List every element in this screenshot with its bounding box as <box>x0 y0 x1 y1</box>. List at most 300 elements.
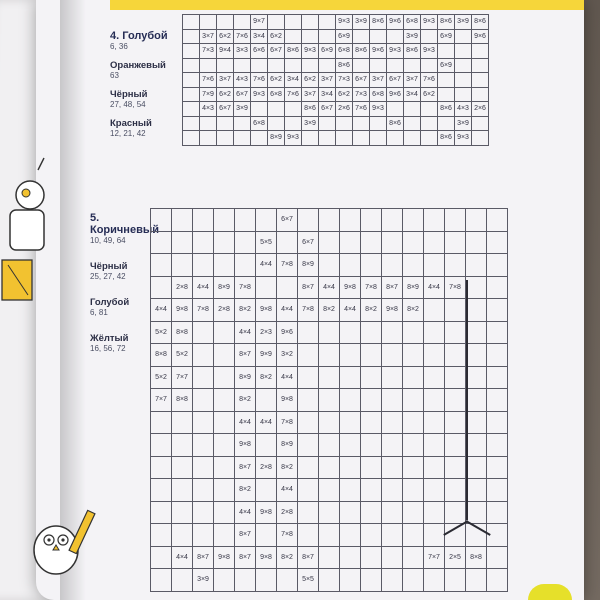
section4-grid-cell <box>284 14 302 30</box>
section5-grid-cell <box>297 208 319 232</box>
section5-grid-cell <box>276 568 298 592</box>
section5-grid-cell <box>213 523 235 547</box>
section4-grid-cell: 2×6 <box>335 101 353 117</box>
section5-grid-cell <box>192 321 214 345</box>
section5-grid-cell <box>171 456 193 480</box>
section4-color-4-name: Красный <box>110 118 152 129</box>
section4-grid-cell <box>352 29 370 45</box>
section4-grid-cell <box>233 130 251 146</box>
section4-grid-cell: 6×2 <box>216 29 234 45</box>
section4-grid-cell <box>318 58 336 74</box>
section5-grid-cell <box>192 208 214 232</box>
section4-grid-cell <box>250 130 268 146</box>
section4-grid-cell <box>420 116 438 132</box>
section4-grid-cell: 6×2 <box>267 72 285 88</box>
section4-grid-cell <box>471 43 489 59</box>
section5-color-1-name: Коричневый <box>90 224 159 236</box>
section4-grid-cell: 6×9 <box>318 43 336 59</box>
section5-grid-cell <box>171 478 193 502</box>
section5-grid-cell: 9×8 <box>339 276 361 300</box>
section4-grid-cell: 9×3 <box>454 130 472 146</box>
section5-grid-cell <box>444 411 466 435</box>
section5-grid-cell <box>255 388 277 412</box>
section4-grid-cell: 3×7 <box>403 72 421 88</box>
section4-grid-cell: 7×6 <box>250 72 268 88</box>
section5-grid-cell: 8×7 <box>234 523 256 547</box>
section5-grid-cell: 4×4 <box>234 321 256 345</box>
section5-grid-cell: 8×7 <box>234 456 256 480</box>
section5-grid-cell: 2×5 <box>444 546 466 570</box>
section5-grid-cell <box>318 523 340 547</box>
section4-grid-cell <box>182 58 200 74</box>
section5-grid-cell: 4×4 <box>255 411 277 435</box>
section4-grid-cell: 8×6 <box>284 43 302 59</box>
section4-grid-cell: 7×6 <box>199 72 217 88</box>
section5-grid-cell <box>423 478 445 502</box>
section4-color-4-nums: 12, 21, 42 <box>110 129 146 138</box>
section5-grid-cell <box>423 456 445 480</box>
section5-grid-cell <box>486 343 508 367</box>
section4-grid-cell: 6×7 <box>318 101 336 117</box>
section5-grid-cell <box>339 546 361 570</box>
section5-grid-cell <box>318 411 340 435</box>
section4-grid-cell: 3×7 <box>301 87 319 103</box>
section5-grid-cell: 2×8 <box>213 298 235 322</box>
section5-grid-cell <box>318 568 340 592</box>
section5-grid-cell <box>360 343 382 367</box>
section5-grid-cell <box>381 501 403 525</box>
section5-grid-cell <box>150 568 172 592</box>
section5-grid-cell: 4×4 <box>192 276 214 300</box>
section4-grid-cell: 3×4 <box>250 29 268 45</box>
section5-color-2-name: Чёрный <box>90 261 128 272</box>
section5-grid-cell <box>213 411 235 435</box>
section4-grid-cell: 2×6 <box>471 101 489 117</box>
section5-grid-cell <box>297 456 319 480</box>
section4-grid-cell <box>233 58 251 74</box>
section5-grid-cell <box>339 253 361 277</box>
section4-grid-cell: 9×3 <box>369 101 387 117</box>
section5-grid-cell <box>150 276 172 300</box>
section5-grid-cell <box>486 231 508 255</box>
section5-grid-cell <box>234 231 256 255</box>
section4-grid-cell: 8×6 <box>437 130 455 146</box>
section5-grid-cell: 4×4 <box>423 276 445 300</box>
section5-grid-cell: 7×7 <box>171 366 193 390</box>
section4-grid-cell <box>318 29 336 45</box>
section4-grid-cell <box>182 130 200 146</box>
section5-grid-cell <box>381 456 403 480</box>
section4-grid-cell <box>199 58 217 74</box>
section5-grid-cell: 8×8 <box>150 343 172 367</box>
section5-grid-cell: 8×2 <box>234 478 256 502</box>
section5-grid-cell <box>402 568 424 592</box>
section4-grid-cell <box>318 14 336 30</box>
section4-grid-cell: 4×3 <box>233 72 251 88</box>
section5-color-3-nums: 6, 81 <box>90 308 108 317</box>
section5-grid-cell <box>360 388 382 412</box>
section5-grid-cell <box>171 231 193 255</box>
section5-grid-cell <box>423 433 445 457</box>
section4-number: 4. <box>110 30 120 42</box>
section4-grid-cell <box>182 87 200 103</box>
section5-grid-cell: 4×4 <box>276 298 298 322</box>
section4-grid-cell: 3×4 <box>403 87 421 103</box>
section5-grid-cell <box>423 568 445 592</box>
section5-grid-cell <box>192 388 214 412</box>
section4-grid-cell: 6×2 <box>420 87 438 103</box>
section4-grid-cell: 9×4 <box>216 43 234 59</box>
section4-grid-cell <box>437 116 455 132</box>
section5-grid-cell <box>360 208 382 232</box>
section5-grid-cell <box>339 501 361 525</box>
section5-grid-cell <box>444 478 466 502</box>
section5-grid-cell: 6×7 <box>276 208 298 232</box>
section4-grid-cell <box>369 116 387 132</box>
section5-grid-cell <box>318 546 340 570</box>
section5-grid-cell <box>444 321 466 345</box>
yellow-top-bar <box>110 0 584 10</box>
section5-grid-cell <box>402 456 424 480</box>
section4-grid-cell <box>352 130 370 146</box>
section5-grid-cell <box>465 208 487 232</box>
section5-grid-cell <box>339 321 361 345</box>
section5-grid-cell <box>465 276 487 300</box>
section5-grid-cell: 8×2 <box>276 546 298 570</box>
section4-grid-cell <box>369 130 387 146</box>
section5-grid-cell <box>255 478 277 502</box>
section5-grid-cell <box>486 208 508 232</box>
section5-grid-cell <box>150 546 172 570</box>
section4-grid-cell: 3×9 <box>352 14 370 30</box>
section4-grid-cell <box>420 130 438 146</box>
section5-grid-cell <box>192 411 214 435</box>
section4-grid-cell <box>403 58 421 74</box>
section5-grid-cell <box>171 208 193 232</box>
section5-grid-cell: 7×8 <box>234 276 256 300</box>
section5-grid-cell: 4×4 <box>339 298 361 322</box>
section4-grid-cell: 6×7 <box>386 72 404 88</box>
section5-color-4-nums: 16, 56, 72 <box>90 344 126 353</box>
section5-grid-cell <box>192 253 214 277</box>
section5-grid-cell: 8×7 <box>381 276 403 300</box>
section5-grid-cell <box>486 478 508 502</box>
section5-grid-cell <box>402 208 424 232</box>
section4-grid-cell: 3×7 <box>199 29 217 45</box>
robot-illustration <box>0 150 70 310</box>
section5-grid-cell <box>339 231 361 255</box>
section4-grid-cell <box>454 72 472 88</box>
section5-grid-cell: 8×9 <box>297 253 319 277</box>
section5-grid-cell: 8×7 <box>297 546 319 570</box>
section4-grid-cell: 9×7 <box>250 14 268 30</box>
section4-grid-cell: 6×7 <box>216 101 234 117</box>
section5-grid-cell <box>381 343 403 367</box>
section5-grid-cell <box>444 253 466 277</box>
section5-grid-cell <box>444 501 466 525</box>
section4-grid-cell <box>352 116 370 132</box>
section5-grid-cell: 7×7 <box>423 546 445 570</box>
section5-grid-cell <box>444 366 466 390</box>
section5-grid-cell <box>339 568 361 592</box>
section4-grid-cell <box>267 58 285 74</box>
section4-grid-cell <box>182 14 200 30</box>
section5-grid-cell <box>402 546 424 570</box>
section5-grid-cell <box>318 501 340 525</box>
section5-color-1-nums: 10, 49, 64 <box>90 236 126 245</box>
section4-grid-cell <box>335 130 353 146</box>
section4-grid-cell <box>369 29 387 45</box>
section5-grid-cell <box>318 433 340 457</box>
section5-grid-cell <box>192 231 214 255</box>
section4-grid-cell: 8×6 <box>335 58 353 74</box>
section5-grid-cell <box>402 478 424 502</box>
section5-grid-cell <box>402 343 424 367</box>
section5-grid-cell <box>213 366 235 390</box>
section5-color-2-nums: 25, 27, 42 <box>90 272 126 281</box>
section4-grid-cell: 8×6 <box>352 43 370 59</box>
section5-grid-cell <box>255 568 277 592</box>
section5-grid-cell <box>150 523 172 547</box>
section5-grid-cell <box>360 321 382 345</box>
section4-grid-cell: 9×3 <box>250 87 268 103</box>
section4-grid-cell: 9×6 <box>471 29 489 45</box>
section4-grid-cell: 7×3 <box>335 72 353 88</box>
section5-grid-cell <box>402 523 424 547</box>
section5-grid-cell <box>402 253 424 277</box>
section5-grid-cell <box>381 411 403 435</box>
section5-grid-cell <box>423 208 445 232</box>
section4-grid-cell: 6×9 <box>437 58 455 74</box>
section4-grid-cell: 7×3 <box>199 43 217 59</box>
section5-grid-cell <box>171 253 193 277</box>
section4-grid-cell: 8×6 <box>437 14 455 30</box>
section4-grid-cell: 3×9 <box>233 101 251 117</box>
section5-grid-cell <box>402 411 424 435</box>
section5-grid-cell <box>297 388 319 412</box>
section4-color-3-name: Чёрный <box>110 89 148 100</box>
section5-grid-cell <box>486 433 508 457</box>
section5-grid-cell: 8×7 <box>234 343 256 367</box>
section5-grid-cell <box>339 388 361 412</box>
section5-grid-cell <box>381 546 403 570</box>
section5-grid-cell <box>171 501 193 525</box>
section5-grid-cell: 4×4 <box>234 501 256 525</box>
section4-grid-cell <box>250 58 268 74</box>
section4-grid-cell <box>182 29 200 45</box>
section5-grid-cell <box>192 366 214 390</box>
section5-grid-cell <box>423 411 445 435</box>
section4-grid-cell: 6×8 <box>267 87 285 103</box>
section5-grid-cell <box>297 343 319 367</box>
section5-grid-cell <box>171 568 193 592</box>
section5-grid-cell: 8×9 <box>213 276 235 300</box>
section5-grid-cell <box>318 366 340 390</box>
section5-grid-cell <box>150 478 172 502</box>
section5-grid-cell <box>465 231 487 255</box>
section4-grid-cell: 3×7 <box>318 72 336 88</box>
section4-grid-cell <box>437 43 455 59</box>
section5-grid-cell <box>360 523 382 547</box>
section5-grid-cell: 5×2 <box>150 321 172 345</box>
section5-grid-cell: 8×9 <box>234 366 256 390</box>
section5-grid-cell <box>423 343 445 367</box>
section4-grid-cell <box>199 14 217 30</box>
section4-grid-cell <box>420 29 438 45</box>
section5-grid-cell <box>444 568 466 592</box>
section5-grid-cell <box>465 433 487 457</box>
section5-grid-cell <box>444 456 466 480</box>
section5-grid-cell: 7×8 <box>276 253 298 277</box>
section5-grid-cell <box>339 208 361 232</box>
section5-grid-cell <box>171 411 193 435</box>
section5-grid-cell <box>339 478 361 502</box>
section4-grid-cell <box>386 58 404 74</box>
section5-color-3-name: Голубой <box>90 297 130 308</box>
section4-grid-cell: 7×6 <box>284 87 302 103</box>
section4-grid-cell <box>182 101 200 117</box>
section5-grid-cell <box>171 523 193 547</box>
section5-grid-cell <box>213 231 235 255</box>
section5-grid-cell <box>339 343 361 367</box>
section5-grid-cell <box>213 501 235 525</box>
section4-grid-cell <box>199 116 217 132</box>
section4-grid-cell <box>454 29 472 45</box>
section5-grid-cell: 9×8 <box>171 298 193 322</box>
section4-grid-cell <box>301 14 319 30</box>
section5-grid-cell: 5×2 <box>171 343 193 367</box>
section5-grid-cell <box>360 433 382 457</box>
section5-grid-cell <box>213 568 235 592</box>
section5-grid-cell <box>150 456 172 480</box>
section5-grid-cell <box>150 501 172 525</box>
section5-grid-cell <box>402 321 424 345</box>
section5-grid-cell: 4×4 <box>255 253 277 277</box>
section4-grid-cell: 9×3 <box>301 43 319 59</box>
section5-grid-cell <box>297 433 319 457</box>
section4-grid-cell <box>403 116 421 132</box>
section4-grid-cell: 8×6 <box>403 43 421 59</box>
section4-grid-cell <box>301 29 319 45</box>
section4-grid-cell <box>233 14 251 30</box>
section4-grid-cell: 8×6 <box>301 101 319 117</box>
section5-grid-cell <box>381 568 403 592</box>
section4-grid-cell: 9×3 <box>420 43 438 59</box>
section5-grid-cell: 8×7 <box>297 276 319 300</box>
section5-grid-cell <box>486 321 508 345</box>
section4-grid-cell: 8×6 <box>471 14 489 30</box>
section5-grid-cell <box>150 411 172 435</box>
section5-grid-cell <box>444 433 466 457</box>
section4-grid-cell: 6×6 <box>250 43 268 59</box>
section4-grid-cell <box>454 58 472 74</box>
section4-grid-cell <box>437 87 455 103</box>
section5-grid-cell <box>486 456 508 480</box>
section5-grid-cell <box>213 343 235 367</box>
section5-grid-cell: 9×8 <box>255 546 277 570</box>
section5-grid-cell: 2×8 <box>255 456 277 480</box>
section4-grid-cell: 9×3 <box>386 43 404 59</box>
section5-grid-cell <box>213 478 235 502</box>
section4-grid-cell: 9×3 <box>284 130 302 146</box>
section4-grid-cell: 3×9 <box>454 116 472 132</box>
section4-grid-cell <box>199 130 217 146</box>
section5-grid-cell <box>150 208 172 232</box>
section5-grid-cell <box>318 456 340 480</box>
section4-grid-cell: 9×6 <box>369 43 387 59</box>
section5-grid-cell <box>360 366 382 390</box>
section5-grid-cell: 9×8 <box>276 388 298 412</box>
section5-grid-cell: 3×2 <box>276 343 298 367</box>
section5-grid-cell: 8×2 <box>360 298 382 322</box>
section5-grid-cell <box>444 343 466 367</box>
section5-grid-cell <box>150 433 172 457</box>
section4-grid-cell: 6×2 <box>267 29 285 45</box>
section5-grid-cell <box>213 456 235 480</box>
section5-grid-cell: 9×8 <box>255 501 277 525</box>
section4-color-2-nums: 63 <box>110 71 119 80</box>
section5-grid-cell <box>423 501 445 525</box>
section4-grid-cell <box>216 58 234 74</box>
section5-grid-cell <box>318 478 340 502</box>
section5-grid-cell <box>444 231 466 255</box>
section4-grid-cell <box>352 58 370 74</box>
section5-grid-cell <box>255 523 277 547</box>
section4-grid-cell <box>471 116 489 132</box>
section4-color-3-nums: 27, 48, 54 <box>110 100 146 109</box>
section4-grid-cell <box>182 43 200 59</box>
section5-grid-cell <box>423 366 445 390</box>
section5-grid-cell <box>213 253 235 277</box>
section4-grid-cell: 3×9 <box>454 14 472 30</box>
section4-grid-cell <box>284 101 302 117</box>
section5-grid-cell <box>318 321 340 345</box>
section5-grid-cell <box>213 388 235 412</box>
section4-grid-cell <box>454 43 472 59</box>
section4-grid-cell <box>284 58 302 74</box>
section5-grid-cell <box>234 208 256 232</box>
section5-grid-cell <box>486 388 508 412</box>
section4-grid-cell: 6×7 <box>267 43 285 59</box>
section4-grid-cell <box>284 29 302 45</box>
section4-grid-cell: 6×8 <box>335 43 353 59</box>
section5-grid-cell <box>339 366 361 390</box>
section5-grid-cell <box>192 523 214 547</box>
section4-grid-cell: 6×2 <box>301 72 319 88</box>
section5-grid-cell <box>360 411 382 435</box>
section5-grid-cell: 7×8 <box>276 411 298 435</box>
section5-grid-cell: 8×8 <box>171 388 193 412</box>
section4-grid-cell <box>335 116 353 132</box>
section5-grid-cell <box>297 321 319 345</box>
section5-grid-cell <box>360 478 382 502</box>
section5-grid-cell: 8×8 <box>465 546 487 570</box>
section4-grid-cell: 3×9 <box>403 29 421 45</box>
section4-grid-cell: 6×8 <box>403 14 421 30</box>
section4-grid-cell <box>250 101 268 117</box>
section5-grid-cell <box>465 343 487 367</box>
section4-grid-cell: 6×2 <box>216 87 234 103</box>
section5-color-4-name: Жёлтый <box>90 333 129 344</box>
section5-grid-cell <box>423 253 445 277</box>
section5-grid-cell <box>318 208 340 232</box>
section4-grid-cell: 4×3 <box>454 101 472 117</box>
section5-grid-cell: 7×7 <box>150 388 172 412</box>
section5-grid-cell <box>192 456 214 480</box>
section5-grid-cell <box>465 366 487 390</box>
section4-grid-cell <box>420 101 438 117</box>
section5-grid-cell <box>381 253 403 277</box>
